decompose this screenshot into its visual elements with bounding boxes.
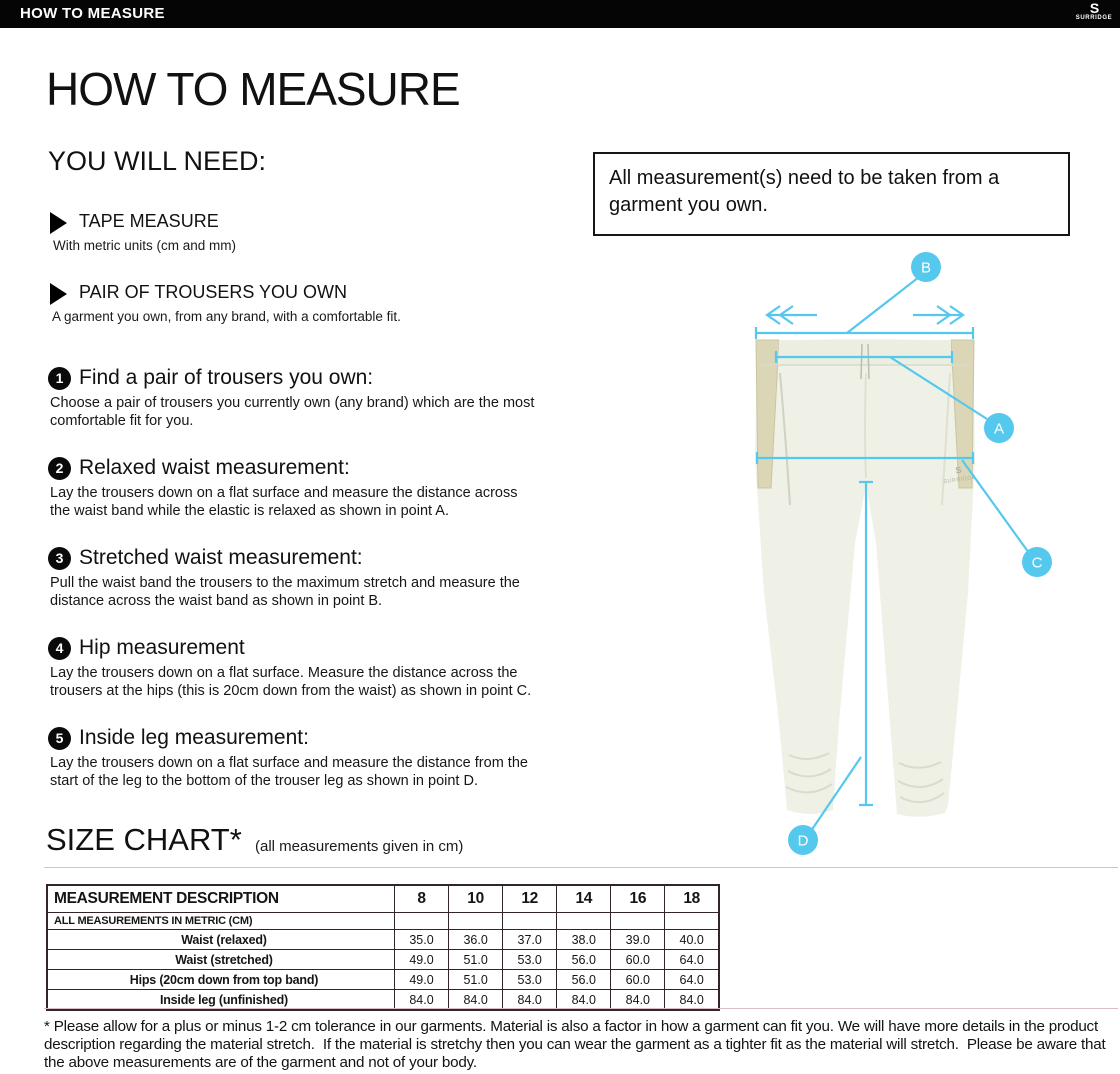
page-title: HOW TO MEASURE — [46, 63, 460, 115]
size-chart-subheading: (all measurements given in cm) — [255, 838, 464, 855]
empty-cell — [665, 913, 719, 930]
marker-d-label: D — [797, 832, 809, 850]
empty-cell — [395, 913, 449, 930]
empty-cell — [503, 913, 557, 930]
empty-cell — [449, 913, 503, 930]
step-body: Lay the trousers down on a flat surface and measure the distance from the start of the leg to the bottom of the trouser leg as shown in point D. — [50, 755, 528, 789]
need-item-label: TAPE MEASURE — [79, 211, 219, 231]
value-cell: 64.0 — [665, 970, 719, 990]
step-number-badge: 4 — [48, 637, 71, 660]
step-body: Choose a pair of trousers you currently own (any brand) which are the most comfortable fit for you. — [50, 395, 535, 429]
value-cell: 38.0 — [557, 930, 611, 950]
top-bar-title: HOW TO MEASURE — [20, 5, 165, 22]
header-cell: 18 — [665, 885, 719, 913]
row-label: Hips (20cm down from top band) — [47, 970, 395, 990]
value-cell: 60.0 — [611, 950, 665, 970]
value-cell: 84.0 — [503, 990, 557, 1011]
value-cell: 84.0 — [665, 990, 719, 1011]
step-number-badge: 5 — [48, 727, 71, 750]
header-cell: MEASUREMENT DESCRIPTION — [47, 885, 395, 913]
step-5 — [48, 726, 548, 790]
step-4 — [48, 636, 548, 700]
value-cell: 36.0 — [449, 930, 503, 950]
header-cell: 16 — [611, 885, 665, 913]
step-body: Lay the trousers down on a flat surface. Measure the distance across the trousers at the hips (this is 20cm down from the waist) as shown in point C. — [50, 665, 532, 699]
value-cell: 56.0 — [557, 950, 611, 970]
svg-text:SURRIDGE: SURRIDGE — [943, 474, 977, 486]
value-cell: 64.0 — [665, 950, 719, 970]
tolerance-footnote: * Please allow for a plus or minus 1-2 cm tolerance in our garments. Material is also a factor in how a garment can fit you. We will have more details in the product description regarding the material stretch. If the material is stretchy then you can wear the garment as a tighter fit as the material will stretch. Please be aware that the above measurements are of the garment and not of your body. — [44, 1018, 1110, 1071]
table-row — [47, 990, 719, 1011]
step-heading: Find a pair of trousers you own: — [79, 366, 374, 389]
divider-line — [44, 1008, 1118, 1009]
step-heading: Relaxed waist measurement: — [79, 456, 350, 479]
top-bar — [0, 0, 1120, 28]
marker-c-label: C — [1031, 554, 1043, 572]
you-will-need-heading: YOU WILL NEED: — [48, 146, 267, 176]
table-row — [47, 970, 719, 990]
table-row — [47, 950, 719, 970]
row-label: Waist (stretched) — [47, 950, 395, 970]
header-cell: 14 — [557, 885, 611, 913]
center-crease — [865, 373, 866, 478]
value-cell: 35.0 — [395, 930, 449, 950]
value-cell: 84.0 — [611, 990, 665, 1011]
step-2 — [48, 456, 548, 520]
surridge-s-icon: S — [1089, 0, 1099, 16]
step-number-badge: 3 — [48, 547, 71, 570]
svg-text:S: S — [954, 464, 963, 476]
value-cell: 84.0 — [395, 990, 449, 1011]
leader-b — [847, 277, 919, 333]
value-cell: 49.0 — [395, 950, 449, 970]
value-cell: 37.0 — [503, 930, 557, 950]
need-item-description: With metric units (cm and mm) — [53, 238, 237, 253]
row-label: Inside leg (unfinished) — [47, 990, 395, 1011]
value-cell: 53.0 — [503, 970, 557, 990]
need-item-label: PAIR OF TROUSERS YOU OWN — [79, 282, 348, 302]
value-cell: 39.0 — [611, 930, 665, 950]
step-heading: Stretched waist measurement: — [79, 546, 363, 569]
header-cell: 12 — [503, 885, 557, 913]
value-cell: 60.0 — [611, 970, 665, 990]
value-cell: 56.0 — [557, 970, 611, 990]
surridge-wordmark: SURRIDGE — [1075, 15, 1113, 21]
header-cell: 10 — [449, 885, 503, 913]
metric-note-row — [47, 913, 719, 930]
value-cell: 49.0 — [395, 970, 449, 990]
measurement-note-text: All measurement(s) need to be taken from a garment you own. — [609, 167, 1000, 216]
surridge-logo — [1072, 1, 1116, 27]
value-cell: 84.0 — [557, 990, 611, 1011]
empty-cell — [611, 913, 665, 930]
table-header-row — [47, 885, 719, 913]
empty-cell — [557, 913, 611, 930]
trousers-measurement-diagram — [698, 243, 1080, 888]
step-heading: Inside leg measurement: — [79, 726, 309, 749]
waistband — [778, 340, 951, 365]
metric-note-cell: ALL MEASUREMENTS IN METRIC (CM) — [47, 913, 395, 930]
marker-b-label: B — [920, 259, 932, 277]
play-triangle-icon — [50, 212, 67, 234]
step-body: Pull the waist band the trousers to the maximum stretch and measure the distance across the waist band as shown in point B. — [50, 575, 520, 609]
measurement-note-box — [593, 152, 1070, 236]
value-cell: 51.0 — [449, 970, 503, 990]
table-row — [47, 930, 719, 950]
step-number-badge: 1 — [48, 367, 71, 390]
row-label: Waist (relaxed) — [47, 930, 395, 950]
inside-leg-line — [859, 482, 873, 805]
step-3 — [48, 546, 548, 610]
size-chart-table — [46, 884, 720, 1011]
need-item-description: A garment you own, from any brand, with a comfortable fit. — [52, 309, 401, 324]
size-chart-heading: SIZE CHART* — [46, 822, 242, 857]
step-number-badge: 2 — [48, 457, 71, 480]
play-triangle-icon — [50, 283, 67, 305]
stretched-waist-line — [756, 327, 973, 339]
value-cell: 51.0 — [449, 950, 503, 970]
divider-line — [44, 867, 1118, 868]
header-cell: 8 — [395, 885, 449, 913]
step-1 — [48, 366, 548, 430]
value-cell: 84.0 — [449, 990, 503, 1011]
step-heading: Hip measurement — [79, 636, 245, 659]
step-body: Lay the trousers down on a flat surface and measure the distance across the waist band while the elastic is relaxed as shown in point A. — [50, 485, 518, 519]
value-cell: 53.0 — [503, 950, 557, 970]
marker-a-label: A — [993, 420, 1005, 438]
value-cell: 40.0 — [665, 930, 719, 950]
